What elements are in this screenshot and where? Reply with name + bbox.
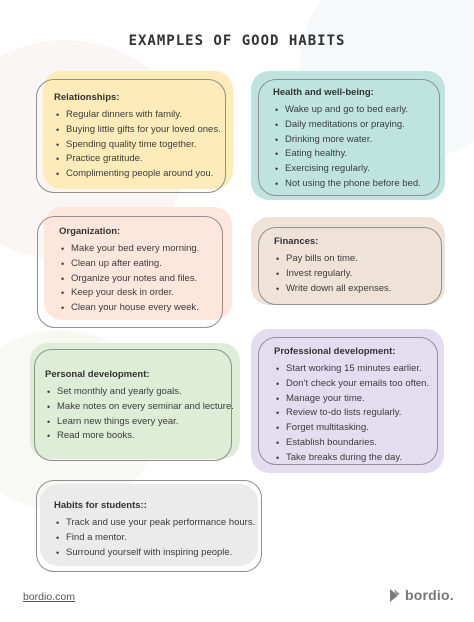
habit-text: Don’t check your emails too often. [286, 377, 430, 389]
habit-item [273, 177, 443, 192]
habit-list [59, 242, 229, 316]
habit-item [54, 138, 234, 153]
card-title: Habits for students:: [54, 500, 147, 511]
habit-text: Find a mentor. [66, 531, 127, 543]
habit-text: Pay bills on time. [286, 253, 358, 264]
bullet-icon: • [276, 254, 280, 264]
card-title: Personal development: [45, 369, 150, 380]
card-title: Health and well-being: [273, 87, 374, 98]
bullet-icon: • [276, 452, 280, 463]
bullet-icon: • [61, 273, 65, 284]
bullet-icon: • [276, 268, 280, 279]
habit-item [59, 272, 229, 287]
bullet-icon: • [275, 149, 279, 160]
bullet-icon: • [275, 178, 279, 189]
habit-item [45, 429, 240, 444]
bullet-icon: • [61, 288, 65, 299]
bullet-icon: • [56, 169, 60, 180]
bullet-icon: • [276, 408, 280, 419]
habit-text: Take breaks during the day. [286, 451, 403, 463]
habit-text: Learn new things every year. [57, 415, 179, 427]
habit-list [54, 516, 259, 560]
bullet-icon: • [56, 124, 60, 135]
habit-item [45, 385, 240, 400]
bordio-logo [388, 587, 454, 603]
habit-text: Set monthly and yearly goals. [57, 386, 182, 397]
habit-text: Establish boundaries. [286, 436, 377, 448]
habit-text: Spending quality time together. [66, 138, 197, 150]
bullet-icon: • [56, 547, 60, 558]
card-title: Professional development: [274, 346, 396, 357]
bullet-icon: • [47, 401, 51, 412]
habit-text: Clean your house every week. [71, 302, 199, 314]
bordio-logo-text: bordio. [405, 587, 454, 603]
bullet-icon: • [276, 283, 280, 294]
habit-item [273, 147, 443, 162]
habit-item [54, 516, 259, 531]
bullet-icon: • [56, 532, 60, 543]
habit-item [54, 167, 234, 182]
habit-text: Organize your notes and files. [71, 272, 198, 284]
habit-item [59, 301, 229, 316]
habit-item [274, 406, 444, 421]
habit-item [274, 252, 444, 267]
habit-text: Write down all expenses. [286, 282, 392, 294]
bullet-icon: • [275, 164, 279, 175]
habit-item [274, 421, 444, 436]
habit-list [274, 252, 444, 296]
habit-list [45, 385, 240, 444]
habit-text: Track and use your peak performance hours. [66, 517, 256, 528]
habit-text: Review to-do lists regularly. [286, 407, 402, 419]
habit-list [274, 362, 444, 466]
habit-item [54, 531, 259, 546]
bullet-icon: • [276, 437, 280, 448]
habit-item [273, 162, 443, 177]
habit-item [59, 257, 229, 272]
habit-text: Practice gratitude. [66, 153, 143, 165]
bullet-icon: • [56, 518, 60, 528]
habit-text: Complimenting people around you. [66, 168, 214, 180]
bullet-icon: • [61, 258, 65, 269]
bullet-icon: • [61, 303, 65, 314]
habit-text: Read more books. [57, 430, 135, 442]
habit-item [274, 451, 444, 466]
habit-text: Manage your time. [286, 392, 365, 404]
card-title: Organization: [59, 226, 121, 237]
bullet-icon: • [275, 119, 279, 130]
bullet-icon: • [56, 154, 60, 165]
card-title: Relationships: [54, 92, 120, 103]
bordio-link[interactable]: bordio.com [23, 591, 75, 603]
habit-text: Wake up and go to bed early. [285, 104, 409, 115]
habit-text: Drinking more water. [285, 133, 373, 145]
bullet-icon: • [276, 364, 280, 374]
habit-text: Surround yourself with inspiring people. [66, 546, 233, 558]
habit-item [274, 377, 444, 392]
habit-item [274, 362, 444, 377]
bullet-icon: • [276, 378, 280, 389]
habit-text: Start working 15 minutes earlier. [286, 363, 422, 374]
card-title: Finances: [274, 236, 319, 247]
habit-item [273, 118, 443, 133]
habit-item [54, 546, 259, 561]
habit-list [273, 103, 443, 192]
bullet-icon: • [275, 134, 279, 145]
habit-item [273, 133, 443, 148]
habit-text: Clean up after eating. [71, 257, 162, 269]
bullet-icon: • [56, 139, 60, 150]
habit-item [45, 400, 240, 415]
bordio-logo-icon [388, 588, 401, 603]
bullet-icon: • [47, 416, 51, 427]
habit-text: Regular dinners with family. [66, 109, 182, 120]
habit-text: Keep your desk in order. [71, 287, 174, 299]
habit-text: Exercising regularly. [285, 163, 370, 175]
habit-text: Daily meditations or praying. [285, 118, 405, 130]
habit-item [274, 392, 444, 407]
bullet-icon: • [275, 105, 279, 115]
habit-text: Invest regularly. [286, 267, 353, 279]
habit-text: Forget multitasking. [286, 422, 369, 434]
habit-text: Not using the phone before bed. [285, 177, 421, 189]
habit-item [273, 103, 443, 118]
bullet-icon: • [47, 387, 51, 397]
bullet-icon: • [276, 423, 280, 434]
habit-text: Buying little gifts for your loved ones. [66, 123, 221, 135]
habit-item [54, 152, 234, 167]
bullet-icon: • [47, 431, 51, 442]
bullet-icon: • [61, 244, 65, 254]
habit-text: Make notes on every seminar and lecture. [57, 400, 234, 412]
habit-item [59, 242, 229, 257]
habit-item [274, 282, 444, 297]
habit-item [54, 123, 234, 138]
habit-text: Make your bed every morning. [71, 243, 200, 254]
habit-text: Eating healthy. [285, 148, 348, 160]
bullet-icon: • [276, 393, 280, 404]
habit-item [45, 415, 240, 430]
habit-item [274, 267, 444, 282]
habit-item [54, 108, 234, 123]
habit-list [54, 108, 234, 182]
page-title: EXAMPLES OF GOOD HABITS [128, 33, 346, 49]
habit-item [59, 286, 229, 301]
bullet-icon: • [56, 110, 60, 120]
habit-item [274, 436, 444, 451]
